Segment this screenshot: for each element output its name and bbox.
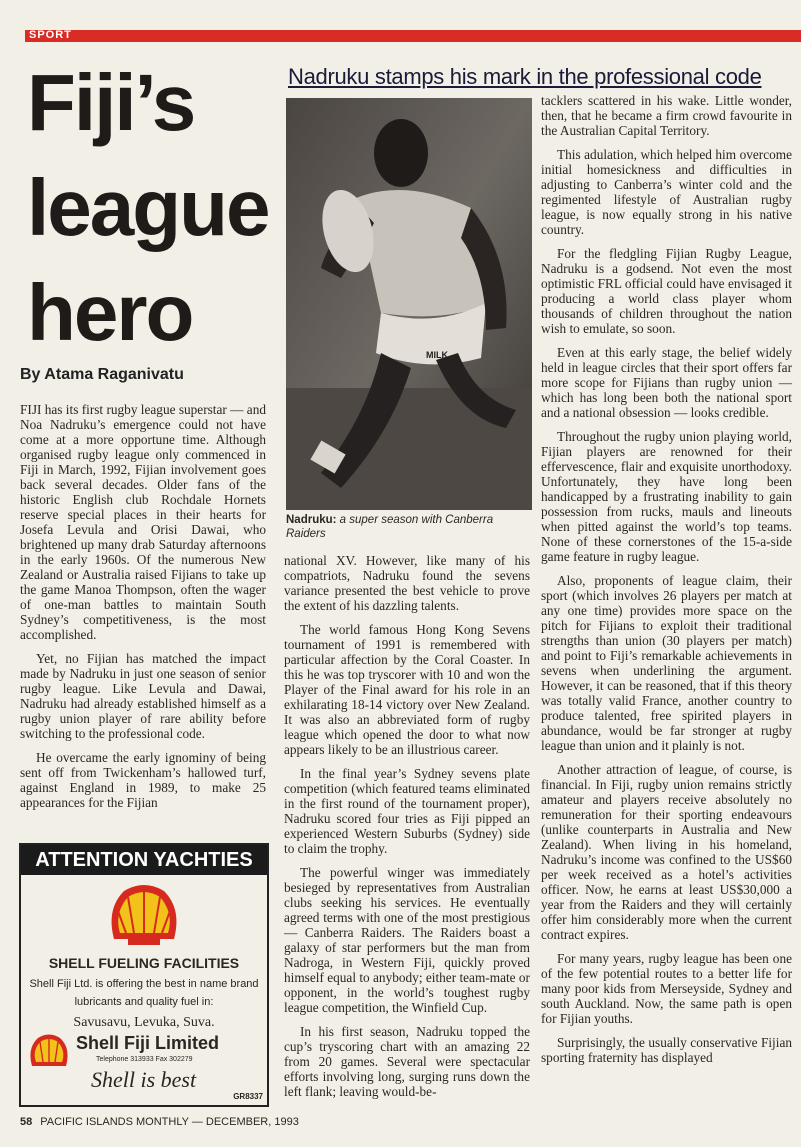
article-subhead: Nadruku stamps his mark in the professional code — [288, 64, 762, 89]
ad-body: Shell Fiji Ltd. is offering the best in name brand lubricants and quality fuel in: — [29, 978, 259, 1008]
paragraph: Even at this early stage, the belief widely held in league circles that their sport offers far more scope for Fijians than rugby union — which has long been both the national sport and a national obsession — looks credible. — [541, 345, 792, 420]
headline-line: league — [27, 163, 269, 252]
article-column-2 — [284, 553, 530, 1108]
byline: By Atama Raganivatu — [20, 366, 184, 383]
publication-line: PACIFIC ISLANDS MONTHLY — DECEMBER, 1993 — [40, 1116, 299, 1128]
paragraph: In the final year’s Sydney sevens plate competition (which featured teams eliminated in the first round of the tournament proper), Nadruku scored four tries as Fiji pipped an experienced Western Suburbs (Sydney) side to claim the trophy. — [284, 766, 530, 856]
paragraph: The powerful winger was immediately besieged by representatives from Australian clubs seeking his services. He eventually agreed terms with one of the most prestigious — Canberra Raiders. The Raiders boast a galaxy of star performers but the man from Nadroga, in Western Fiji, quickly proved himself equal to anybody; either team-mate or opponent, in the world’s toughest rugby league competition, the Winfield Cup. — [284, 865, 530, 1015]
player-photo — [286, 98, 532, 510]
ad-places: Savusavu, Levuka, Suva. — [73, 1015, 215, 1030]
paragraph: For many years, rugby league has been one of the few potential routes to a better life for many poor kids from Merseyside, Sydney and south Auckland. Now, the same path is open for Fijian youths. — [541, 951, 792, 1026]
caption-text: a super season with Canberra Raiders — [286, 514, 494, 540]
ad-code: GR8337 — [233, 1092, 263, 1101]
headline-line: hero — [27, 268, 193, 357]
section-band — [25, 30, 801, 42]
headline — [27, 50, 277, 365]
shell-small-logo-icon — [27, 1034, 71, 1074]
paragraph: Also, proponents of league claim, their sport (which involves 26 players per match at any one time) provides more space on the pitch for Fijians to exploit their traditional strengths than union (30 players per match) and point to Fiji’s remarkable achievements in sevens when underlining the argument. However, it can be reasoned, that if this theory was totally valid France, another country to produce talented, free spirited players in abundance, would be far stronger at rugby league than union and it plainly is not. — [541, 573, 792, 753]
page-footer — [20, 1116, 299, 1128]
article-column-3 — [541, 93, 792, 1074]
paragraph: national XV. However, like many of his compatriots, Nadruku found the sevens variance presented the best vehicle to prove the extent of his dazzling talents. — [284, 553, 530, 613]
page-number: 58 — [20, 1116, 33, 1128]
ad-heading: SHELL FUELING FACILITIES — [48, 955, 240, 971]
shell-logo-icon — [21, 877, 267, 957]
shell-advertisement — [19, 843, 269, 1107]
headline-line: Fiji’s — [27, 58, 195, 147]
ad-slogan: Shell is best — [91, 1067, 197, 1092]
section-label: SPORT — [29, 29, 72, 41]
paragraph: He overcame the early ignominy of being sent off from Twickenham’s hallowed turf, against England in 1989, to make 25 appearances for the Fijian — [20, 750, 266, 810]
paragraph: Yet, no Fijian has matched the impact made by Nadruku in just one season of senior rugby league. Like Levula and Dawai, Nadruku had already established himself as a rugby union player of rare ability before switching to the professional code. — [20, 651, 266, 741]
ad-title: ATTENTION YACHTIES — [21, 845, 267, 875]
paragraph: FIJI has its first rugby league superstar — and Noa Nadruku’s emergence could not have come at a more opportune time. Although organised rugby league only commenced in Fiji in March, 1992, Fijian involvement goes back several decades. Older fans of the historic English club Rochdale Hornets reserve special places in their hearts for Josefa Levula and Orisi Dawai, who brightened up many drab Saturday afternoons in the early 1960s. Of the numerous New Zealand or Australia raised Fijians to take up the game Manoa Thompson, often the wager of one-man battles to maintain South Sydney’s competitiveness, is the most accomplished. — [20, 402, 266, 642]
paragraph: tacklers scattered in his wake. Little wonder, then, that he became a firm crowd favourite in the Australian Capital Territory. — [541, 93, 792, 138]
article-column-1 — [20, 402, 266, 819]
paragraph: The world famous Hong Kong Sevens tournament of 1991 is remembered with particular affection by the Coral Coaster. In this he was top tryscorer with 10 and won the Player of the Final award for his role in an exhilarating 18-14 victory over New Zealand. It was also an abbreviated form of rugby league which opened the door to what now appears likely to be an illustrious career. — [284, 622, 530, 757]
paragraph: For the fledgling Fijian Rugby League, Nadruku is a godsend. Not even the most optimistic FRL official could have envisaged it producing a world class player whom thousands of children throughout the nation wish to emulate, so soon. — [541, 246, 792, 336]
jersey-logo: MILK — [426, 350, 448, 360]
caption-lead: Nadruku: — [286, 514, 337, 526]
photo-caption — [286, 513, 532, 541]
ad-phone: Telephone 313933 Fax 302279 — [96, 1056, 193, 1063]
paragraph: In his first season, Nadruku topped the cup’s tryscoring chart with an amazing 22 from 20 games. Several were spectacular efforts involving long, surging runs down the left flank; leaving would-be- — [284, 1024, 530, 1099]
player-photo-illustration — [286, 98, 532, 510]
paragraph: Another attraction of league, of course, is financial. In Fiji, rugby union remains strictly amateur and players receive absolutely no remuneration for their sporting endeavours (unlike counterparts in Australia and New Zealand). When living in his homeland, Nadruku’s income was confined to the US$60 per week received as a hotel’s activities officer. Now, he earns at least US$30,000 a year from the Raiders and they will certainly offer him considerably more when the current contract expires. — [541, 762, 792, 942]
paragraph: This adulation, which helped him overcome initial homesickness and difficulties in adjusting to Canberra’s winter cold and the regimented lifestyle of Australian rugby league, is now equally strong in his native country. — [541, 147, 792, 237]
paragraph: Surprisingly, the usually conservative Fijian sporting fraternity has displayed — [541, 1035, 792, 1065]
paragraph: Throughout the rugby union playing world, Fijian players are renowned for their effervescence, flair and exquisite unorthodoxy. Unfortunately, they have long been handicapped by a frustrating inability to gain possession from rucks, mauls and lineouts when pitted against the world’s top teams. None of these cornerstones of the 15-a-side game feature in rugby league. — [541, 429, 792, 564]
ad-company: Shell Fiji Limited — [76, 1033, 220, 1053]
